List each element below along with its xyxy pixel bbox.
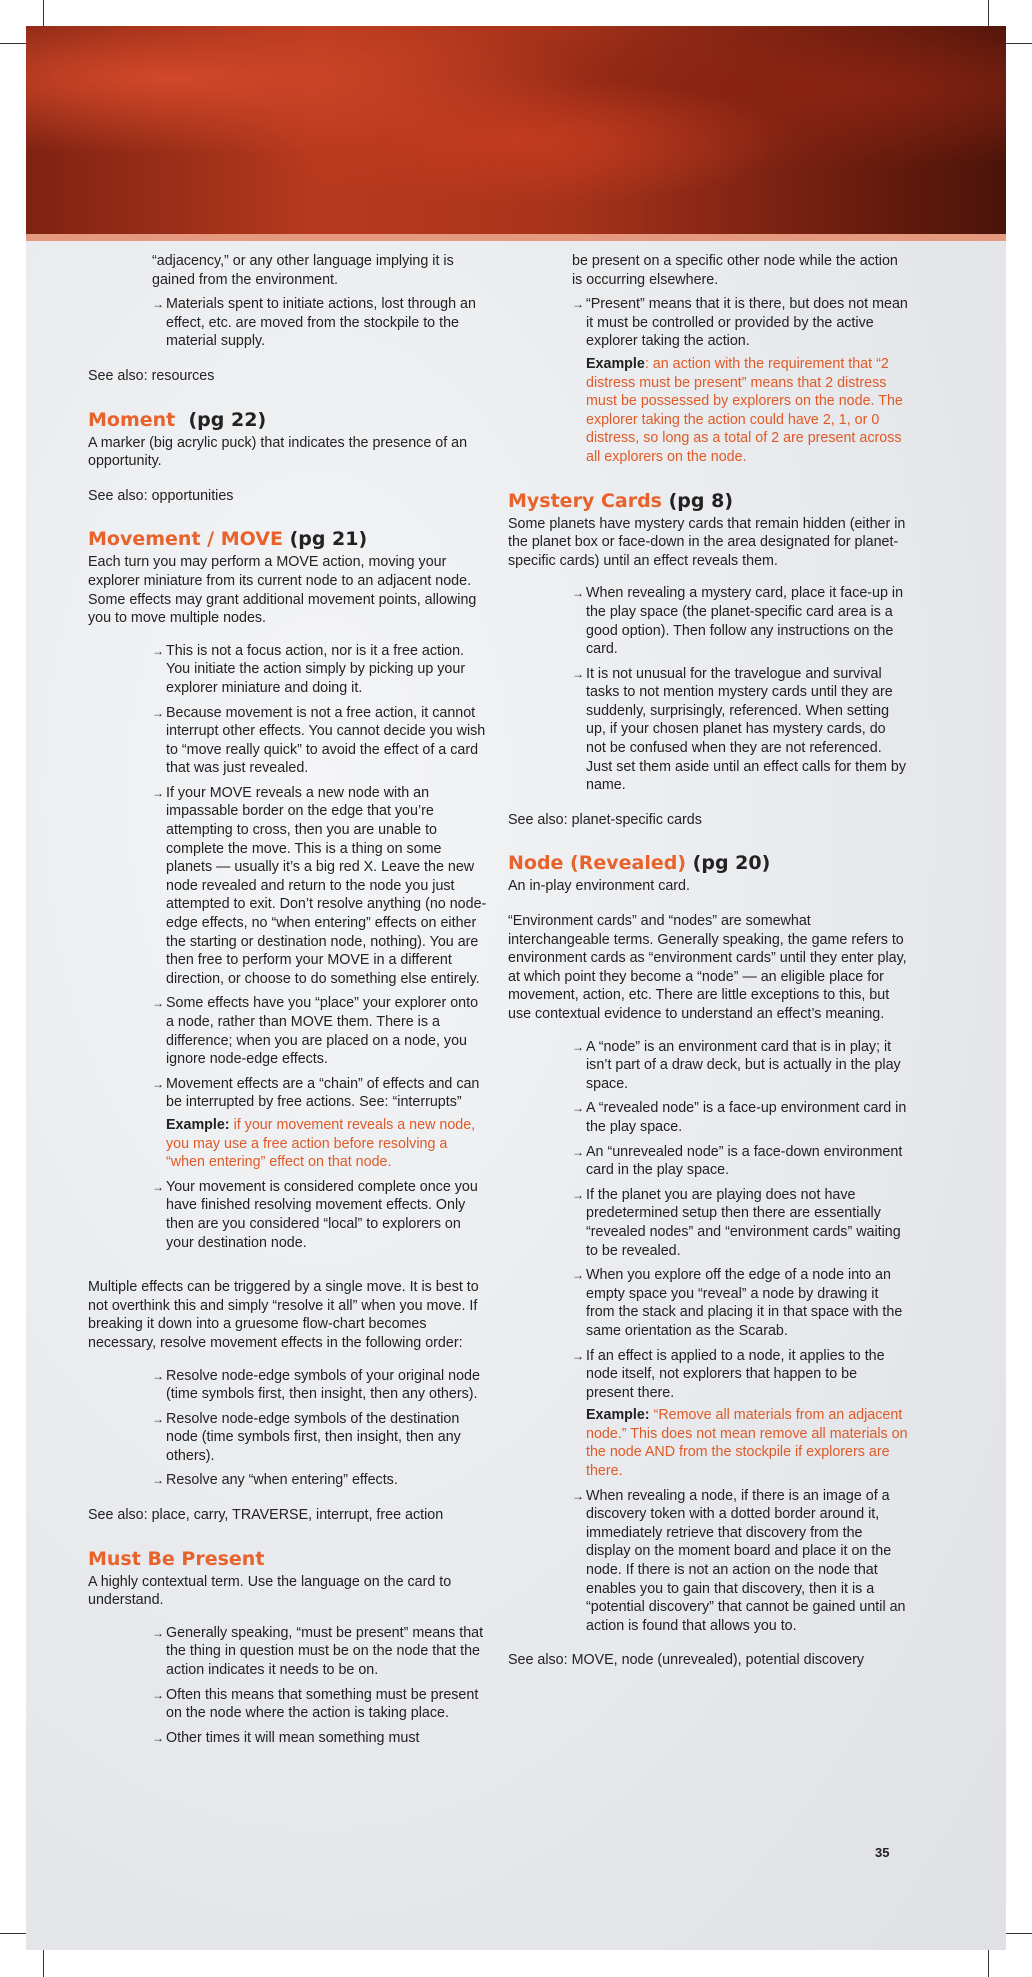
list-item: → Resolve node-edge symbols of the destination node (time symbols first, then insight, then any others). [152,1410,488,1466]
crop-mark [43,1947,44,1977]
paragraph: “Environment cards” and “nodes” are somewhat interchangeable terms. Generally speaking, the game refers to environment cards as “environment cards” until they enter play, at which point they become a “node” — an eligible place for movement, action, etc. There are little exceptions to this, but use contextual evidence to understand an effect’s meaning. [508,913,907,1022]
see-also: See also: MOVE, node (unrevealed), potential discovery [508,1652,865,1669]
example-label: Example: [586,1407,650,1424]
ordered-steps [88,1367,488,1491]
entry-term: Must Be Present [88,1547,265,1570]
bullet-list [88,642,488,1252]
entry-heading-moment [88,408,488,432]
bullet-list [508,295,908,466]
example-text: if your movement reveals a new node, you may use a free action before resolving a “when entering” effect on that node. [166,1116,476,1171]
crop-mark [988,1947,989,1977]
list-item: → When revealing a mystery card, place it face-up in the play space (the planet-specific card area is a good option). Then follow any instructions on the card. [572,584,908,658]
continued-text: be present on a specific other node while the action is occurring elsewhere. [572,253,898,288]
right-column [508,252,908,1670]
list-item: → Materials spent to initiate actions, lost through an effect, etc. are moved from the stockpile to the material supply. [152,295,488,351]
nebula-banner [26,26,1006,234]
entry-term: Node (Revealed) [508,852,687,875]
left-column [88,252,488,1763]
entry-definition: A highly contextual term. Use the language on the card to understand. [88,1573,452,1609]
bullet-list [88,1624,488,1748]
example-label: Example [586,355,645,372]
list-item: → If the planet you are playing does not have predetermined setup then there are essentially “revealed nodes” and “environment cards” waiting to be revealed. [572,1186,908,1260]
entry-term: Moment [88,408,176,431]
entry-definition: A marker (big acrylic puck) that indicates the presence of an opportunity. [88,434,468,470]
entry-definition: Each turn you may perform a MOVE action, moving your explorer miniature from its current node to an adjacent node. Some effects may grant additional movement points, allowing you to move multiple nodes. [88,554,477,627]
crop-mark [1002,1933,1032,1934]
list-item: → This is not a focus action, nor is it a free action. You initiate the action simply by picking up your explorer miniature and doing it. [152,642,488,698]
see-also: See also: opportunities [88,487,234,504]
list-item [572,1347,908,1481]
page-reference: (pg 22) [188,408,267,431]
list-item: → When revealing a node, if there is an image of a discovery token with a dotted border around it, immediately retrieve that discovery from the display on the moment board and place it on the node. If there is not an action on the node that enables you to gain that discovery, then it is a “potential discovery” that cannot be gained until an action is found that allows you to. [572,1487,908,1636]
entry-heading-movement [88,527,488,551]
page-reference: (pg 21) [289,528,368,551]
crop-mark [1002,43,1032,44]
list-item-text: “Present” means that it is there, but does not mean it must be controlled or provided by the active explorer taking the action. [586,296,908,350]
list-item: → Often this means that something must be present on the node where the action is taking place. [152,1686,488,1723]
list-item: → Some effects have you “place” your explorer onto a node, rather than MOVE them. There is a difference; when you are placed on a node, you ignore node-edge effects. [152,994,488,1068]
see-also: See also: planet-specific cards [508,811,702,828]
page-number: 35 [875,1845,890,1860]
example-block [586,1406,908,1480]
entry-term: Mystery Cards [508,489,662,512]
list-item: → Resolve node-edge symbols of your original node (time symbols first, then insight, then any others). [152,1367,488,1404]
page-reference: (pg 20) [692,852,771,875]
entry-definition: Some planets have mystery cards that remain hidden (either in the planet box or face-down in the area designated for planet-specific cards) until an effect reveals them. [508,515,906,569]
bullet-list [508,1038,908,1636]
bullet-list [508,584,908,795]
example-block [586,355,908,467]
see-also: See also: place, carry, TRAVERSE, interrupt, free action [88,1507,444,1524]
example-text: : an action with the requirement that “2 distress must be present” means that 2 distress must be possessed by explorers on the node. The explorer taking the action could have 2, 1, or 0 distress, so long as a total of 2 are present across all explorers on the node. [586,355,903,465]
list-item: → An “unrevealed node” is a face-down environment card in the play space. [572,1143,908,1180]
entry-heading-mystery-cards [508,489,908,513]
entry-heading-must-be-present [88,1547,488,1571]
entry-definition: An in-play environment card. [508,878,690,895]
list-item: → Resolve any “when entering” effects. [152,1471,488,1490]
list-item [572,295,908,466]
list-item: → When you explore off the edge of a node into an empty space you “reveal” a node by drawing it from the stack and placing it in that space with the same orientation as the Scarab. [572,1266,908,1340]
list-item: → If your MOVE reveals a new node with an impassable border on the edge that you’re attempting to cross, then you are unable to complete the move. This is a thing on some planets — usually it’s a big red X. Leave the new node revealed and return to the node you just attempted to exit. Don’t resolve anything (no node-edge effects, no “when entering” effects on either the starting or destination node, nothing). You are then free to perform your MOVE in a different direction, or choose to do something else entirely. [152,784,488,989]
list-item: → It is not unusual for the travelogue and survival tasks to not mention mystery cards until they are suddenly, surprisingly, referenced. When setting up, if your chosen planet has mystery cards, do not be confused when they are not referenced. Just set them aside until an effect calls for them by name. [572,665,908,795]
banner-stripe [26,234,1006,241]
page-reference: (pg 8) [668,489,734,512]
continued-text: “adjacency,” or any other language implying it is gained from the environment. [152,253,454,288]
list-item: → Generally speaking, “must be present” means that the thing in question must be on the node that the action indicates it needs to be on. [152,1624,488,1680]
example-text: “Remove all materials from an adjacent node.” This does not mean remove all materials on the node AND from the stockpile if explorers are there. [586,1407,908,1480]
paragraph: Multiple effects can be triggered by a single move. It is best to not overthink this and simply “resolve it all” when you move. If breaking it down into a gruesome flow-chart becomes necessary, resolve movement effects in the following order: [88,1279,479,1351]
list-item-text: If an effect is applied to a node, it applies to the node itself, not explorers that happen to be present there. [586,1347,885,1401]
list-item: → Because movement is not a free action, it cannot interrupt other effects. You cannot decide you wish to “move really quick” to avoid the effect of a card that was just revealed. [152,704,488,778]
see-also: See also: resources [88,367,215,384]
example-label: Example: [166,1116,230,1133]
example-block [166,1116,488,1172]
list-item-text: Movement effects are a “chain” of effects and can be interrupted by free actions. See: “interrupts” [166,1075,480,1111]
list-item: → A “revealed node” is a face-up environment card in the play space. [572,1099,908,1136]
list-item: → Your movement is considered complete once you have finished resolving movement effects. Only then are you considered “local” to explorers on your destination node. [152,1178,488,1252]
list-item: → A “node” is an environment card that is in play; it isn’t part of a draw deck, but is actually in the play space. [572,1038,908,1094]
bullet-list [88,295,488,351]
list-item: → Other times it will mean something must [152,1729,488,1748]
list-item [152,1075,488,1172]
entry-term: Movement / MOVE [88,528,283,551]
entry-heading-node-revealed [508,851,908,875]
